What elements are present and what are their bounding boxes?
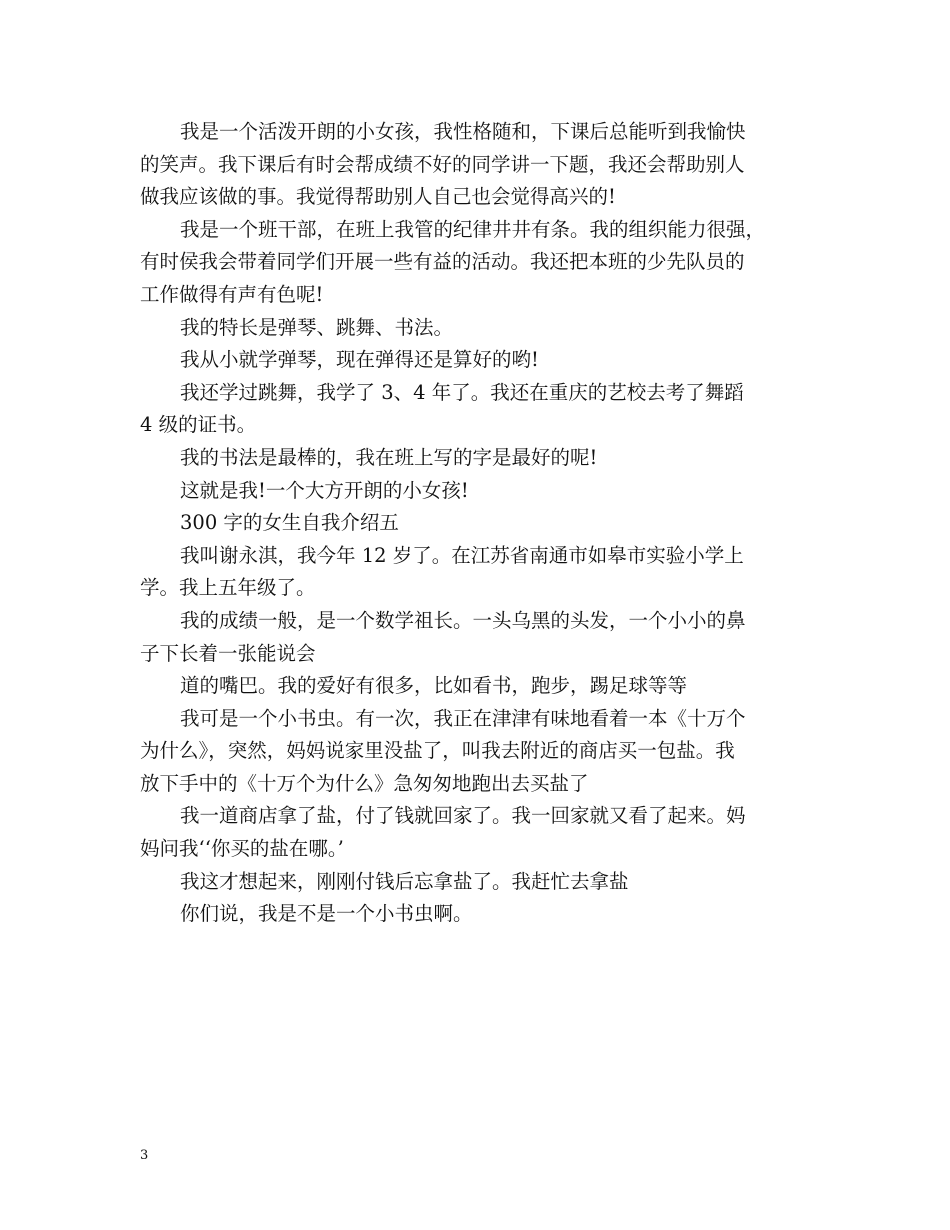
text-line: 妈问我‘‘你买的盐在哪。’ [140, 837, 344, 861]
text-line: 我叫谢永淇，我今年 12 岁了。在江苏省南通市如皋市实验小学上 [180, 543, 744, 567]
text-line: 我这才想起来，刚刚付钱后忘拿盐了。我赶忙去拿盐 [180, 869, 629, 893]
text-line: 4 级的证书。 [140, 413, 257, 437]
text-line: 为什么》，突然，妈妈说家里没盐了，叫我去附近的商店买一包盐。我 [140, 739, 735, 763]
text-line: 你们说，我是不是一个小书虫啊。 [180, 902, 473, 926]
text-line: 我一道商店拿了盐，付了钱就回家了。我一回家就又看了起来。妈 [180, 804, 746, 828]
text-line: 工作做得有声有色呢! [140, 282, 324, 306]
text-line: 道的嘴巴。我的爱好有很多，比如看书，跑步，踢足球等等 [180, 674, 688, 698]
text-line: 我的成绩一般，是一个数学祖长。一头乌黑的头发，一个小小的鼻 [180, 608, 746, 632]
text-line: 学。我上五年级了。 [140, 576, 316, 600]
text-line: 我是一个活泼开朗的小女孩，我性格随和，下课后总能听到我愉快 [180, 120, 746, 143]
text-line: 我是一个班干部，在班上我管的纪律井井有条。我的组织能力很强， [180, 217, 766, 241]
text-line: 300 字的女生自我介绍五 [180, 511, 399, 535]
text-line: 这就是我!一个大方开朗的小女孩! [180, 478, 469, 502]
text-line: 我从小就学弹琴，现在弹得还是算好的哟! [180, 348, 539, 372]
text-line: 的笑声。我下课后有时会帮成绩不好的同学讲一下题，我还会帮助别人 [140, 152, 745, 176]
text-line: 我的特长是弹琴、跳舞、书法。 [180, 315, 454, 339]
text-line: 子下长着一张能说会 [140, 641, 316, 665]
text-line: 我的书法是最棒的，我在班上写的字是最好的呢! [180, 445, 598, 469]
text-line: 我可是一个小书虫。有一次，我正在津津有味地看着一本《十万个 [180, 706, 746, 730]
text-line: 有时侯我会带着同学们开展一些有益的活动。我还把本班的少先队员的 [140, 250, 745, 274]
text-line: 放下手中的《十万个为什么》急匆匆地跑出去买盐了 [140, 771, 589, 795]
page-number: 3 [140, 1148, 149, 1163]
text-line: 做我应该做的事。我觉得帮助别人自己也会觉得高兴的! [140, 185, 616, 209]
text-line: 我还学过跳舞，我学了 3、4 年了。我还在重庆的艺校去考了舞蹈 [180, 380, 744, 404]
document-body [140, 116, 820, 931]
